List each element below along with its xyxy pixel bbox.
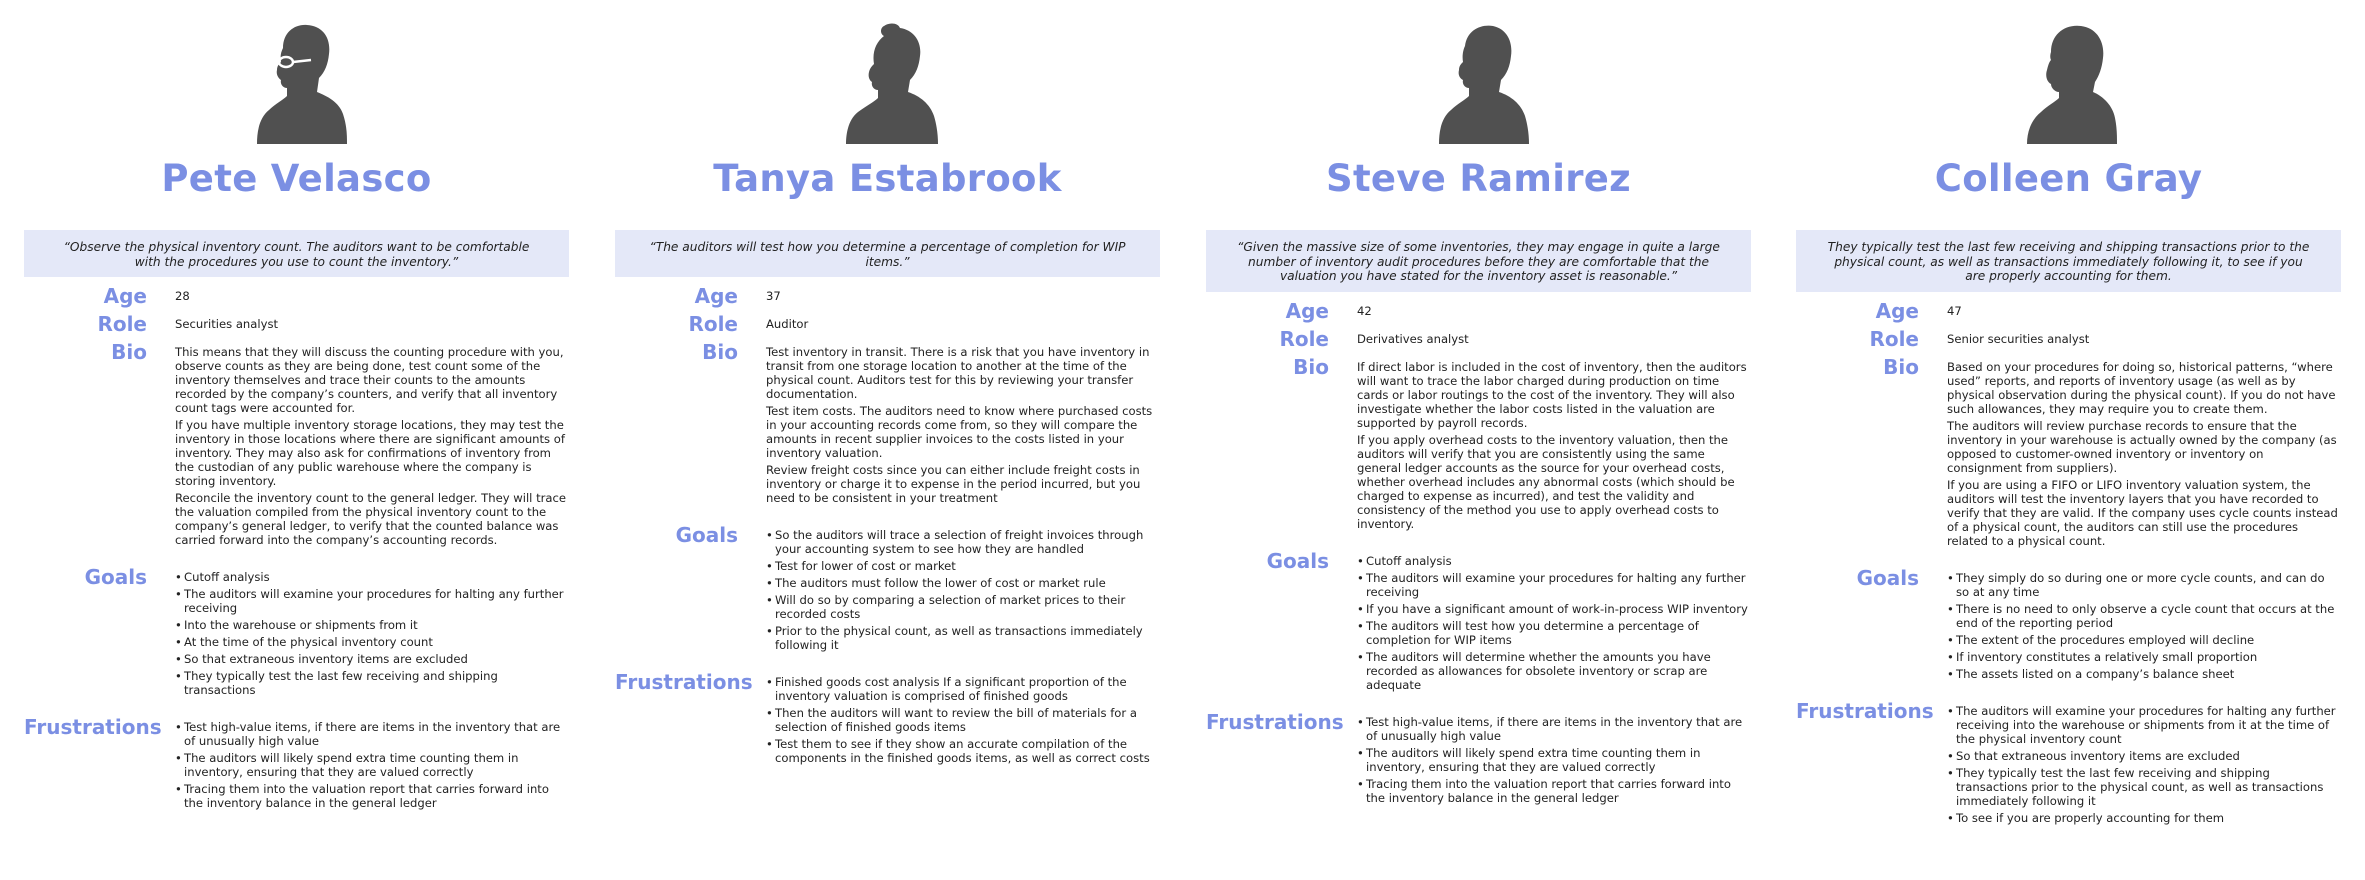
persona-quote: “Observe the physical inventory count. The auditors want to be comfortable with the procedures you use to count the inventory.” <box>24 230 569 277</box>
frustrations-list <box>766 671 1160 768</box>
persona-quote: They typically test the last few receiving and shipping transactions prior to the physical count, as well as transactions immediately following it, to see if you are properly accounting for them. <box>1796 230 2341 292</box>
persona-card-steve-ramirez <box>1206 0 1751 808</box>
persona-name: Colleen Gray <box>1934 157 2203 200</box>
frustration-item: • They typically test the last few receiving and shipping transactions prior to the physical count, as well as transactions immediately following it <box>1947 766 2341 808</box>
persona-quote: “The auditors will test how you determine a percentage of completion for WIP items.” <box>615 230 1160 277</box>
frustrations-row <box>1206 711 1751 808</box>
bio-text <box>175 341 569 550</box>
goal-item: • They simply do so during one or more cycle counts, and can do so at any time <box>1947 571 2341 599</box>
frustration-item: • The auditors will examine your procedures for halting any further receiving into the warehouse or shipments from it at the time of the physical inventory count <box>1947 704 2341 746</box>
age-value: 28 <box>175 289 190 303</box>
role-value: Senior securities analyst <box>1947 331 2090 346</box>
bio-paragraph: If you apply overhead costs to the inventory valuation, then the auditors will verify that you are consistently using the same general ledger accounts as the source for your overhead costs, whether overhead includes any abnormal costs (which should be charged to expense as incurred), and test the validity and consistency of the method you use to apply overhead costs to inventory. <box>1357 432 1735 531</box>
avatar <box>1796 0 2341 150</box>
role-label: Role <box>97 312 147 336</box>
avatar <box>24 0 569 150</box>
age-label: Age <box>1285 298 1329 323</box>
goal-item: • Test for lower of cost or market <box>766 559 1160 573</box>
frustrations-label: Frustrations <box>1206 709 1344 734</box>
role-row <box>615 313 1160 335</box>
goal-item: • The extent of the procedures employed will decline <box>1947 633 2341 647</box>
frustrations-label: Frustrations <box>1796 698 1934 723</box>
frustration-item: • Then the auditors will want to review the bill of materials for a selection of finished goods items <box>766 706 1160 734</box>
role-label: Role <box>1279 326 1329 351</box>
goals-list <box>1947 567 2341 684</box>
goals-label: Goals <box>84 565 147 589</box>
woman-with-bun-silhouette-icon <box>834 22 944 144</box>
bio-label: Bio <box>1293 354 1329 379</box>
bio-label: Bio <box>1883 354 1919 379</box>
bio-row <box>1206 356 1751 534</box>
bio-paragraph: Based on your procedures for doing so, historical patterns, “where used” reports, and reports of inventory usage (as well as by physical observation during the physical count). If you do not have such allowances, they may require you to create them. <box>1947 359 2336 416</box>
goal-item: • Into the warehouse or shipments from it <box>175 618 569 632</box>
persona-quote: “Given the massive size of some inventories, they may engage in quite a large number of inventory audit procedures before they are comfortable that the valuation you have stated for the inventory asset is reasonable.” <box>1206 230 1751 292</box>
bio-text <box>766 341 1160 508</box>
goal-item: • There is no need to only observe a cycle count that occurs at the end of the reporting period <box>1947 602 2341 630</box>
age-row <box>615 285 1160 307</box>
goals-row <box>615 524 1160 655</box>
bio-text <box>1947 356 2341 551</box>
man-with-glasses-silhouette-icon <box>243 22 353 144</box>
goals-list <box>766 524 1160 655</box>
bio-paragraph: Test item costs. The auditors need to know where purchased costs in your accounting records come from, so they will compare the amounts in recent supplier invoices to the costs listed in your inventory valuation. <box>766 404 1153 460</box>
goal-item: • Cutoff analysis <box>1357 554 1751 568</box>
bio-paragraph: If you are using a FIFO or LIFO inventory valuation system, the auditors will test the inventory layers that you have recorded to verify that they are valid. If the company uses cycle counts instead of a physical count, the auditors can still use the procedures related to a physical count. <box>1947 477 2338 548</box>
age-row <box>1206 300 1751 322</box>
goal-item: • The auditors will examine your procedures for halting any further receiving <box>1357 571 1751 599</box>
frustration-item: • Test high-value items, if there are items in the inventory that are of unusually high value <box>1357 715 1751 743</box>
goals-list <box>175 566 569 700</box>
goals-label: Goals <box>1266 548 1329 573</box>
goals-row <box>1796 567 2341 684</box>
role-value: Derivatives analyst <box>1357 331 1469 346</box>
role-row <box>1206 328 1751 350</box>
goal-item: • Cutoff analysis <box>175 570 569 584</box>
role-value: Securities analyst <box>175 317 279 331</box>
persona-card-pete-velasco <box>24 0 569 813</box>
goal-item: • If you have a significant amount of work-in-process WIP inventory <box>1357 602 1751 616</box>
frustrations-list <box>175 716 569 813</box>
goal-item: • Prior to the physical count, as well as transactions immediately following it <box>766 624 1160 652</box>
bio-row <box>1796 356 2341 551</box>
age-row <box>1796 300 2341 322</box>
goal-item: • The auditors will examine your procedures for halting any further receiving <box>175 587 569 615</box>
goals-list <box>1357 550 1751 695</box>
role-row <box>24 313 569 335</box>
frustrations-list <box>1947 700 2341 828</box>
frustration-item: • The auditors will likely spend extra time counting them in inventory, ensuring that they are valued correctly <box>175 751 569 779</box>
bio-label: Bio <box>702 340 738 364</box>
role-value: Auditor <box>766 317 809 331</box>
age-row <box>24 285 569 307</box>
bio-paragraph: The auditors will review purchase records to ensure that the inventory in your warehouse is actually owned by the company (as opposed to customer-owned inventory or inventory on consignment from suppliers). <box>1947 418 2337 475</box>
age-label: Age <box>103 284 147 308</box>
age-value: 37 <box>766 289 781 303</box>
age-value: 42 <box>1357 303 1372 318</box>
bio-row <box>24 341 569 550</box>
goals-row <box>1206 550 1751 695</box>
avatar <box>615 0 1160 150</box>
goal-item: • The auditors will test how you determine a percentage of completion for WIP items <box>1357 619 1751 647</box>
bio-paragraph: If direct labor is included in the cost of inventory, then the auditors will want to trace the labor charged during production on time cards or labor routings to the cost of the inventory. They will also investigate whether the labor costs listed in the valuation are supported by payroll records. <box>1357 359 1747 430</box>
bio-paragraph: Review freight costs since you can either include freight costs in inventory or charge it to expense in the period incurred, but you need to be consistent in your treatment <box>766 463 1141 505</box>
bio-text <box>1357 356 1751 534</box>
persona-card-colleen-gray <box>1796 0 2341 828</box>
goal-item: • The auditors will determine whether the amounts you have recorded as allowances for obsolete inventory or scrap are adequate <box>1357 650 1751 692</box>
persona-name: Pete Velasco <box>161 157 432 200</box>
goal-item: • So that extraneous inventory items are excluded <box>175 652 569 666</box>
age-label: Age <box>694 284 738 308</box>
frustration-item: • Test them to see if they show an accurate compilation of the components in the finished goods items, as well as correct costs <box>766 737 1160 765</box>
persona-name: Tanya Estabrook <box>713 157 1062 200</box>
goal-item: • At the time of the physical inventory count <box>175 635 569 649</box>
frustrations-label: Frustrations <box>615 670 753 694</box>
age-value: 47 <box>1947 303 1962 318</box>
avatar <box>1206 0 1751 150</box>
bio-row <box>615 341 1160 508</box>
goal-item: • The assets listed on a company’s balance sheet <box>1947 667 2341 681</box>
age-label: Age <box>1875 298 1919 323</box>
man-silhouette-icon <box>1425 22 1535 144</box>
frustration-item: • To see if you are properly accounting for them <box>1947 811 2341 825</box>
frustration-item: • Finished goods cost analysis If a significant proportion of the inventory valuation is comprised of finished goods <box>766 675 1160 703</box>
goal-item: • So the auditors will trace a selection of freight invoices through your accounting system to see how they are handled <box>766 528 1160 556</box>
frustrations-label: Frustrations <box>24 715 162 739</box>
role-label: Role <box>688 312 738 336</box>
goal-item: • If inventory constitutes a relatively small proportion <box>1947 650 2341 664</box>
frustrations-row <box>1796 700 2341 828</box>
bio-paragraph: If you have multiple inventory storage locations, they may test the inventory in those locations where there are significant amounts of inventory. They may also ask for confirmations of inventory from the custodian of any public warehouse where the company is storing inventory. <box>175 418 565 488</box>
bio-label: Bio <box>111 340 147 364</box>
persona-name: Steve Ramirez <box>1326 157 1631 200</box>
frustrations-row <box>24 716 569 813</box>
role-row <box>1796 328 2341 350</box>
frustrations-list <box>1357 711 1751 808</box>
goal-item: • The auditors must follow the lower of cost or market rule <box>766 576 1160 590</box>
frustration-item: • Tracing them into the valuation report that carries forward into the inventory balance in the general ledger <box>1357 777 1751 805</box>
persona-card-tanya-estabrook <box>615 0 1160 768</box>
frustrations-row <box>615 671 1160 768</box>
goals-label: Goals <box>1856 565 1919 590</box>
bio-paragraph: Test inventory in transit. There is a risk that you have inventory in transit from one storage location to another at the time of the physical count. Auditors test for this by reviewing your transfer documentation. <box>766 345 1150 401</box>
frustration-item: • So that extraneous inventory items are excluded <box>1947 749 2341 763</box>
goal-item: • Will do so by comparing a selection of market prices to their recorded costs <box>766 593 1160 621</box>
goals-row <box>24 566 569 700</box>
frustration-item: • Test high-value items, if there are items in the inventory that are of unusually high value <box>175 720 569 748</box>
bio-paragraph: Reconcile the inventory count to the general ledger. They will trace the valuation compiled from the physical inventory count to the company’s general ledger, to verify that the counted balance was carried forward into the company’s accounting records. <box>175 491 567 547</box>
woman-silhouette-icon <box>2015 22 2125 144</box>
goal-item: • They typically test the last few receiving and shipping transactions <box>175 669 569 697</box>
frustration-item: • The auditors will likely spend extra time counting them in inventory, ensuring that they are valued correctly <box>1357 746 1751 774</box>
frustration-item: • Tracing them into the valuation report that carries forward into the inventory balance in the general ledger <box>175 782 569 810</box>
bio-paragraph: This means that they will discuss the counting procedure with you, observe counts as they are being done, test count some of the inventory themselves and trace their counts to the amounts recorded by the company’s counters, and verify that all inventory count tags were accounted for. <box>175 345 564 415</box>
role-label: Role <box>1869 326 1919 351</box>
goals-label: Goals <box>675 523 738 547</box>
